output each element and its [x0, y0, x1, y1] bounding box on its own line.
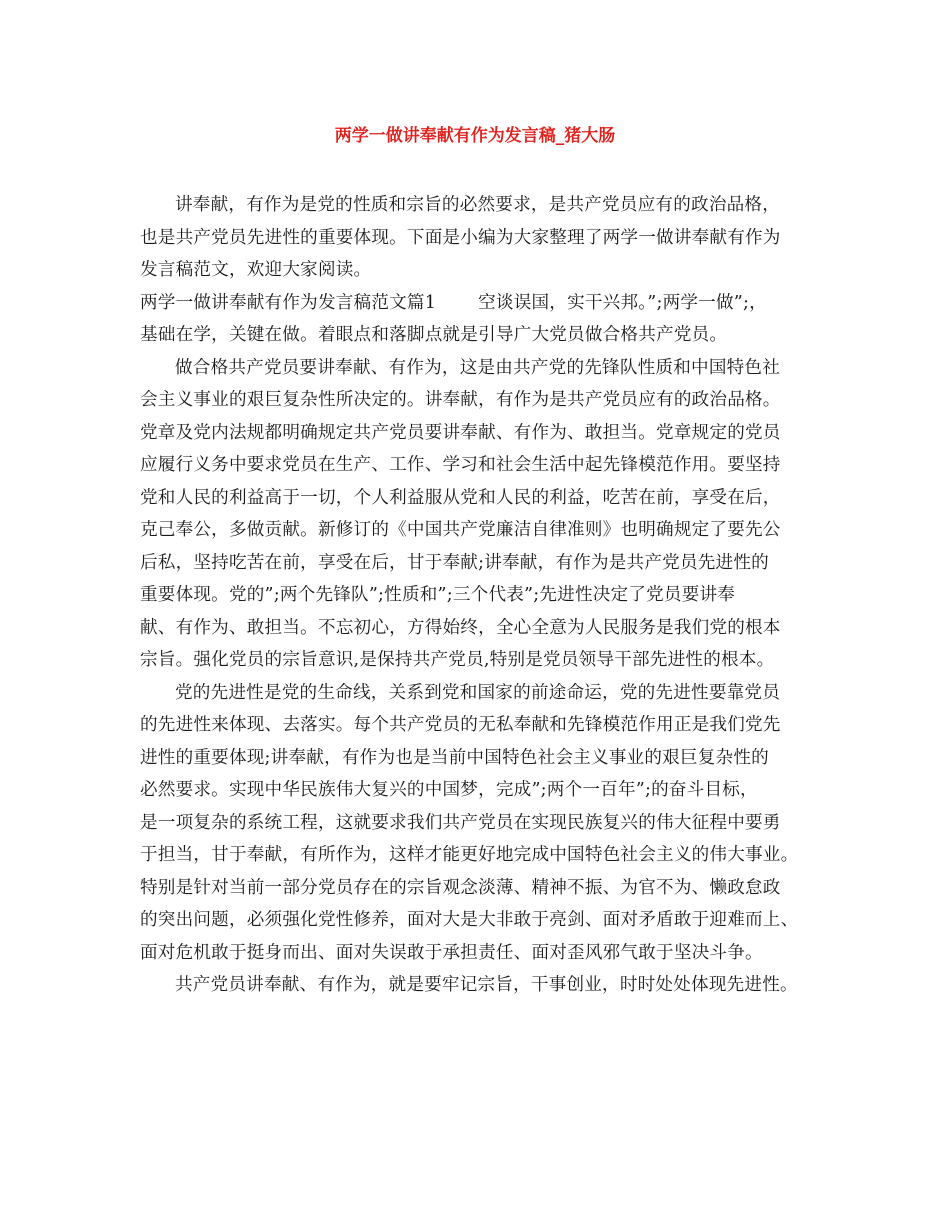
paragraph-line: 献、有作为、敢担当。不忘初心，方得始终，全心全意为人民服务是我们党的根本	[140, 617, 781, 638]
paragraph-line: 必然要求。实现中华民族伟大复兴的中国梦，完成”;两个一百年”;的奋斗目标，	[140, 780, 758, 800]
document-body	[140, 189, 840, 1002]
paragraph-line: 会主义事业的艰巨复杂性所决定的。讲奉献，有作为是共产党员应有的政治品格。	[140, 390, 781, 410]
paragraph-line: 特别是针对当前一部分党员存在的宗旨观念淡薄、精神不振、为官不为、懒政怠政	[140, 877, 781, 898]
paragraph-line: 的突出问题，必须强化党性修养，面对大是大非敢于亮剑、面对矛盾敢于迎难而上、	[140, 910, 799, 930]
paragraph-line: 宗旨。强化党员的宗旨意识,是保持共产党员,特别是党员领导干部先进性的根本。	[140, 650, 775, 670]
paragraph-line: 讲奉献，有作为是党的性质和宗旨的必然要求，是共产党员应有的政治品格，	[175, 195, 780, 215]
paragraph-line: 应履行义务中要求党员在生产、工作、学习和社会生活中起先锋模范作用。要坚持	[140, 455, 781, 475]
paragraph-line: 发言稿范文，欢迎大家阅读。	[140, 260, 372, 280]
paragraph-line: 后私，坚持吃苦在前，享受在后，甘于奉献;讲奉献，有作为是共产党员先进性的	[140, 552, 769, 573]
paragraph-line: 基础在学，关键在做。着眼点和落脚点就是引导广大党员做合格共产党员。	[140, 325, 728, 345]
paragraph-line: 党章及党内法规都明确规定共产党员要讲奉献、有作为、敢担当。党章规定的党员	[140, 422, 781, 443]
paragraph-line: 党的先进性是党的生命线，关系到党和国家的前途命运，党的先进性要靠党员	[175, 682, 780, 703]
paragraph-line: 面对危机敢于挺身而出、面对失误敢于承担责任、面对歪风邪气敢于坚决斗争。	[140, 942, 763, 963]
section-heading: 两学一做讲奉献有作为发言稿范文篇1	[140, 292, 437, 313]
paragraph-line: 做合格共产党员要讲奉献、有作为，这是由共产党的先锋队性质和中国特色社	[175, 357, 780, 378]
paragraph-text: 空谈误国，实干兴邦。”;两学一做”;，	[478, 292, 767, 313]
paragraph-line: 的先进性来体现、去落实。每个共产党员的无私奉献和先锋模范作用正是我们党先	[140, 715, 781, 735]
paragraph-line: 是一项复杂的系统工程，这就要求我们共产党员在实现民族复兴的伟大征程中要勇	[140, 812, 781, 833]
paragraph-line: 克己奉公，多做贡献。新修订的《中国共产党廉洁自律准则》也明确规定了要先公	[140, 520, 781, 540]
paragraph-line: 进性的重要体现;讲奉献，有作为也是当前中国特色社会主义事业的艰巨复杂性的	[140, 747, 769, 768]
paragraph-line: 于担当，甘于奉献，有所作为，这样才能更好地完成中国特色社会主义的伟大事业。	[140, 845, 799, 865]
paragraph-line: 党和人民的利益高于一切，个人利益服从党和人民的利益，吃苦在前，享受在后，	[140, 487, 781, 508]
paragraph-line: 也是共产党员先进性的重要体现。下面是小编为大家整理了两学一做讲奉献有作为	[140, 227, 781, 248]
section-heading-line	[140, 287, 840, 320]
document-title: 两学一做讲奉献有作为发言稿_猪大肠	[334, 126, 616, 146]
paragraph-line: 重要体现。党的”;两个先锋队”;性质和”;三个代表”;先进性决定了党员要讲奉	[140, 585, 736, 605]
paragraph-line: 共产党员讲奉献、有作为，就是要牢记宗旨，干事创业，时时处处体现先进性。	[175, 975, 798, 995]
